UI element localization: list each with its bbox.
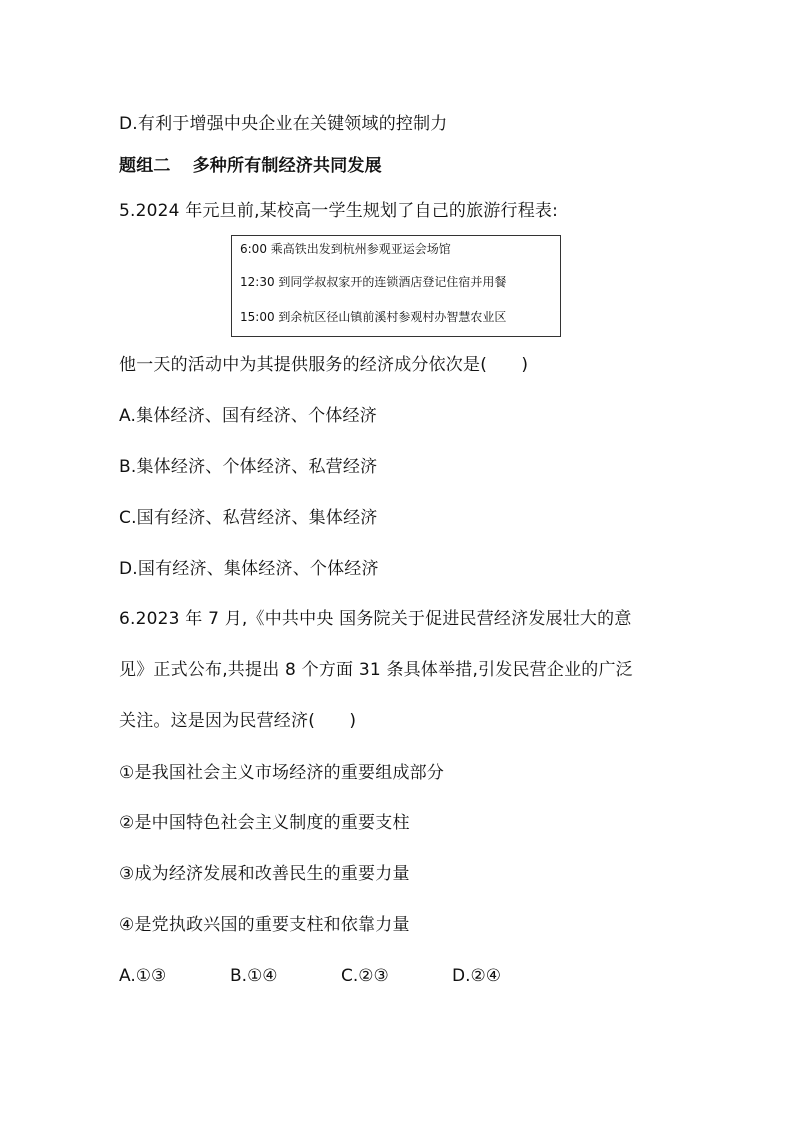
q5-stem: 5.2024 年元旦前,某校高一学生规划了自己的旅游行程表:: [119, 201, 559, 221]
q5-option-b: B.集体经济、个体经济、私营经济: [119, 457, 378, 477]
section-heading: [119, 155, 382, 177]
itinerary-box: [231, 235, 561, 337]
q6-option-d: D.②④: [452, 966, 501, 986]
q6-stem-line-2: 见》正式公布,共提出 8 个方面 31 条具体举措,引发民营企业的广泛: [119, 660, 633, 680]
q5-option-c: C.国有经济、私营经济、集体经济: [119, 508, 378, 528]
section-title: 多种所有制经济共同发展: [192, 156, 382, 176]
q6-option-a: A.①③: [119, 966, 167, 986]
q6-options: [119, 965, 563, 987]
q6-option-b: B.①④: [230, 966, 278, 986]
q6-stem-line-3: 关注。这是因为民营经济( ): [119, 711, 357, 731]
itinerary-row: 6:00 乘高铁出发到杭州参观亚运会场馆: [240, 242, 451, 256]
q6-stem-line-1: 6.2023 年 7 月,《中共中央 国务院关于促进民营经济发展壮大的意: [119, 609, 632, 629]
q6-statement-3: ③成为经济发展和改善民生的重要力量: [119, 864, 410, 884]
q6-statement-1: ①是我国社会主义市场经济的重要组成部分: [119, 763, 445, 783]
q5-question: 他一天的活动中为其提供服务的经济成分依次是( ): [119, 355, 529, 375]
q6-option-c: C.②③: [341, 966, 389, 986]
q5-option-a: A.集体经济、国有经济、个体经济: [119, 406, 377, 426]
prev-option-d: D.有利于增强中央企业在关键领域的控制力: [119, 114, 448, 134]
q6-statement-4: ④是党执政兴国的重要支柱和依靠力量: [119, 915, 410, 935]
section-label: 题组二: [119, 156, 171, 176]
itinerary-row: 12:30 到同学叔叔家开的连锁酒店登记住宿并用餐: [240, 275, 507, 289]
itinerary-row: 15:00 到余杭区径山镇前溪村参观村办智慧农业区: [240, 310, 507, 324]
q5-option-d: D.国有经济、集体经济、个体经济: [119, 559, 379, 579]
q6-statement-2: ②是中国特色社会主义制度的重要支柱: [119, 813, 410, 833]
